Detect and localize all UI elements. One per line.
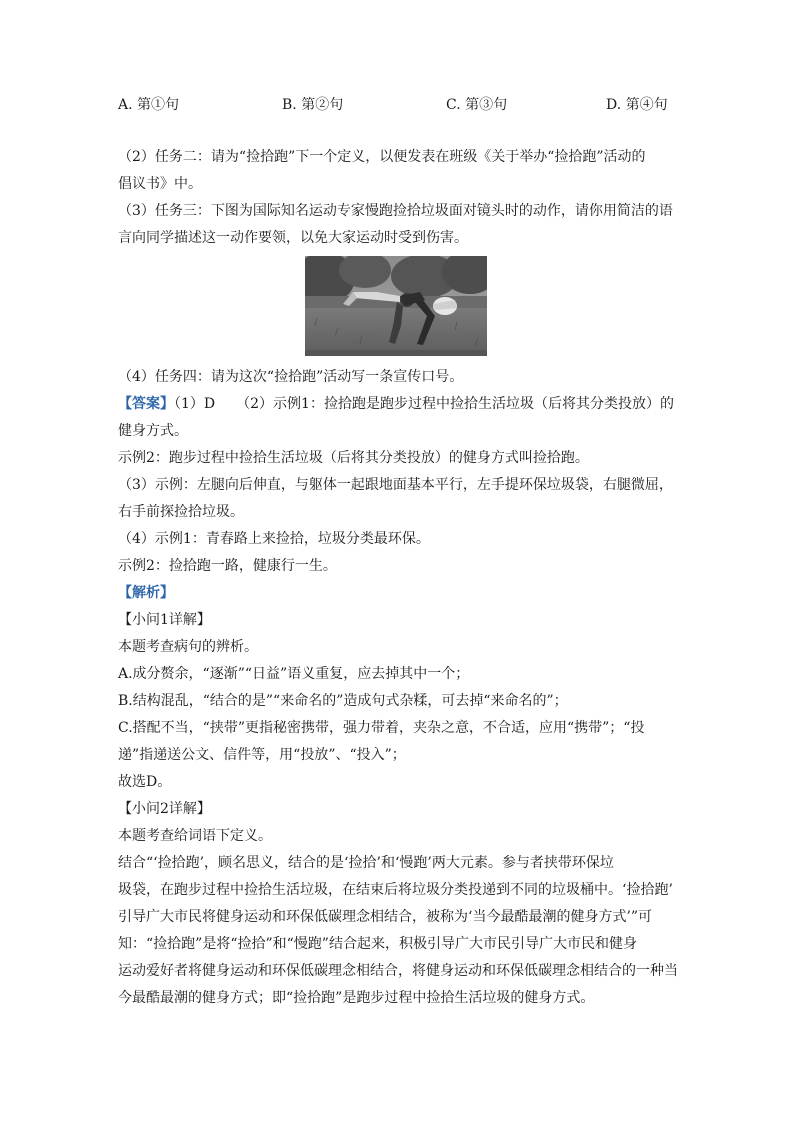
answer-text-1: （1）D （2）示例1：捡拾跑是跑步过程中捡拾生活垃圾（后将其分类投放）的 [174,396,674,412]
option-b: B. 第②句 [282,97,344,113]
answer-line-7: 示例2：捡拾跑一路，健康行一生。 [118,558,337,574]
q2-line-6: 运动爱好者将健身运动和环保低碳理念相结合，将健身运动和环保低碳理念相结合的一种当 [118,963,678,979]
option-d: D. 第④句 [606,97,668,113]
q2-line-7: 今最酷最潮的健身方式；即“捡拾跑”是跑步过程中捡拾生活垃圾的健身方式。 [118,990,595,1006]
q2-line-3: 圾袋，在跑步过程中捡拾生活垃圾，在结束后将垃圾分类投递到不同的垃圾桶中。‘捡拾跑’ [118,882,673,898]
q2-line-1: 本题考查给词语下定义。 [118,828,272,844]
jogger-photo [305,256,487,356]
q1-line-4: C.搭配不当，“挟带”更指秘密携带，强力带着，夹杂之意，不合适，应用“携带”；“投 [118,720,645,736]
q1-line-5: 递”指递送公文、信件等，用“投放”、“投入”； [118,747,406,763]
q2-line-4: 引导广大市民将健身运动和环保低碳理念相结合，被称为‘当今最酷最潮的健身方式’”可 [118,909,653,925]
answer-line-3: 示例2：跑步过程中捡拾生活垃圾（后将其分类投放）的健身方式叫捡拾跑。 [118,450,589,466]
q1-title: 【小问1详解】 [118,612,211,628]
answer-line-1 [118,391,674,418]
analysis-label: 【解析】 [118,585,174,601]
q2-line-5: 知：“捡拾跑”是将“捡拾”和“慢跑”结合起来，积极引导广大市民引导广大市民和健身 [118,936,637,952]
answer-label: 【答案】 [118,396,174,412]
task3-line-1: （3）任务三：下图为国际知名运动专家慢跑捡拾垃圾面对镜头时的动作，请你用简洁的语 [118,203,673,219]
q1-line-6: 故选D。 [118,774,172,790]
task4-line: （4）任务四：请为这次“捡拾跑”活动写一条宣传口号。 [118,369,464,385]
q1-line-2: A.成分赘余，“逐渐”“日益”语义重复，应去掉其中一个； [118,666,470,682]
task3-line-2: 言向同学描述这一动作要领，以免大家运动时受到伤害。 [118,230,468,246]
q2-line-2: 结合“‘捡拾跑’，顾名思义，结合的是‘捡拾’和‘慢跑’两大元素。参与者挟带环保垃 [118,855,614,871]
answer-line-2: 健身方式。 [118,423,188,439]
answer-line-4: （3）示例：左腿向后伸直，与躯体一起跟地面基本平行，左手提环保垃圾袋，右腿微屈， [118,477,673,493]
option-c: C. 第③句 [446,97,508,113]
option-a: A. 第①句 [118,97,180,113]
task2-line-1: （2）任务二：请为“捡拾跑”下一个定义，以便发表在班级《关于举办“捡拾跑”活动的 [118,149,646,165]
q1-line-1: 本题考查病句的辨析。 [118,639,258,655]
q2-title: 【小问2详解】 [118,801,211,817]
task2-line-2: 倡议书》中。 [118,176,202,192]
answer-line-6: （4）示例1：青春路上来捡拾，垃圾分类最环保。 [118,531,430,547]
answer-line-5: 右手前探捡拾垃圾。 [118,504,244,520]
q1-line-3: B.结构混乱，“结合的是”“来命名的”造成句式杂糅，可去掉“来命名的”； [118,693,568,709]
